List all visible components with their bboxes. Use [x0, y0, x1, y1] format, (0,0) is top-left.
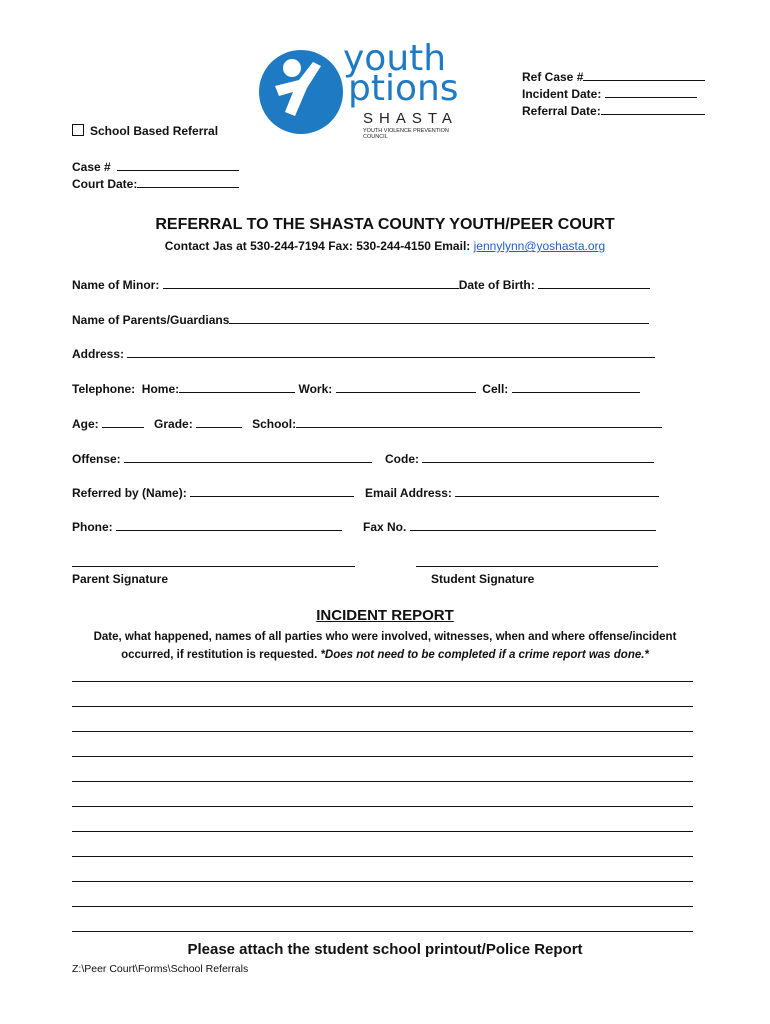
logo-word-shasta: SHASTA	[363, 110, 458, 127]
ref-case-label: Ref Case #	[522, 70, 584, 84]
incident-write-line[interactable]	[72, 831, 693, 832]
incident-write-line[interactable]	[72, 806, 693, 807]
logo-word-youth: youth	[343, 38, 447, 79]
school-based-checkbox[interactable]	[72, 124, 84, 136]
case-label: Case #	[72, 160, 111, 174]
incident-date-field[interactable]	[522, 86, 697, 102]
parents-guardians-label: Name of Parents/Guardians	[72, 313, 230, 327]
incident-write-line[interactable]	[72, 781, 693, 782]
age-label: Age:	[72, 417, 99, 431]
offense-field[interactable]	[72, 451, 372, 467]
logo-word-options: ptions	[348, 68, 459, 109]
telephone-label: Telephone:	[72, 382, 136, 396]
court-date-label: Court Date:	[72, 177, 138, 191]
youth-options-logo	[255, 38, 470, 140]
contact-email-link[interactable]: jennylynn@yoshasta.org	[473, 239, 606, 253]
student-signature-label: Student Signature	[431, 572, 535, 586]
incident-instructions-plain: occurred, if restitution is requested.	[121, 649, 321, 661]
incident-write-line[interactable]	[72, 881, 693, 882]
name-of-minor-label: Name of Minor:	[72, 278, 160, 292]
parents-guardians-field[interactable]	[72, 312, 649, 328]
date-of-birth-label: Date of Birth:	[458, 278, 535, 292]
incident-write-line[interactable]	[72, 931, 693, 932]
parent-signature-line[interactable]	[72, 566, 355, 567]
referred-by-label: Referred by (Name):	[72, 486, 187, 500]
grade-label: Grade:	[154, 417, 193, 431]
code-label: Code:	[385, 452, 419, 466]
code-field[interactable]	[385, 451, 654, 467]
cell-label: Cell:	[482, 382, 509, 396]
contact-text: Contact Jas at 530-244-7194 Fax: 530-244-4150 Email:	[164, 239, 471, 253]
age-grade-school-field[interactable]	[72, 416, 662, 432]
school-based-label: School Based Referral	[90, 124, 219, 138]
incident-write-line[interactable]	[72, 856, 693, 857]
incident-write-line[interactable]	[72, 756, 693, 757]
incident-instructions-line1: Date, what happened, names of all parties who were involved, witnesses, when and where offense/incident	[93, 631, 677, 643]
referral-date-label: Referral Date:	[522, 104, 601, 118]
attach-note: Please attach the student school printout/Police Report	[187, 941, 583, 958]
file-path: Z:\Peer Court\Forms\School Referrals	[72, 963, 249, 975]
referral-date-field[interactable]	[522, 103, 705, 119]
incident-instructions-line2	[0, 646, 770, 664]
phone-label: Phone:	[72, 520, 113, 534]
logo-tagline: YOUTH VIOLENCE PREVENTION COUNCIL	[363, 128, 449, 140]
court-date-field[interactable]	[72, 176, 239, 192]
address-label: Address:	[72, 347, 125, 361]
ref-case-field[interactable]	[522, 69, 705, 85]
address-field[interactable]	[72, 346, 655, 362]
telephone-field[interactable]	[72, 381, 640, 397]
incident-date-label: Incident Date:	[522, 87, 602, 101]
work-label: Work:	[298, 382, 333, 396]
incident-report-heading: INCIDENT REPORT	[316, 607, 454, 624]
fax-field[interactable]	[363, 519, 656, 535]
contact-line	[0, 239, 770, 253]
email-address-field[interactable]	[365, 485, 659, 501]
student-signature-line[interactable]	[416, 566, 658, 567]
incident-write-line[interactable]	[72, 706, 693, 707]
school-based-referral-option[interactable]	[72, 124, 218, 139]
phone-field[interactable]	[72, 519, 342, 535]
school-label: School:	[252, 417, 297, 431]
incident-instructions-italic: *Does not need to be completed if a crime report was done.*	[320, 649, 649, 661]
email-address-label: Email Address:	[365, 486, 452, 500]
name-of-minor-field[interactable]	[72, 277, 650, 293]
incident-write-line[interactable]	[72, 906, 693, 907]
case-number-field[interactable]	[72, 159, 239, 175]
incident-write-line[interactable]	[72, 681, 693, 682]
parent-signature-label: Parent Signature	[72, 572, 169, 586]
home-label: Home:	[141, 382, 180, 396]
referred-by-field[interactable]	[72, 485, 354, 501]
incident-write-line[interactable]	[72, 731, 693, 732]
fax-label: Fax No.	[363, 520, 407, 534]
form-title: REFERRAL TO THE SHASTA COUNTY YOUTH/PEER COURT	[155, 216, 615, 233]
offense-label: Offense:	[72, 452, 121, 466]
incident-instructions	[0, 628, 770, 664]
